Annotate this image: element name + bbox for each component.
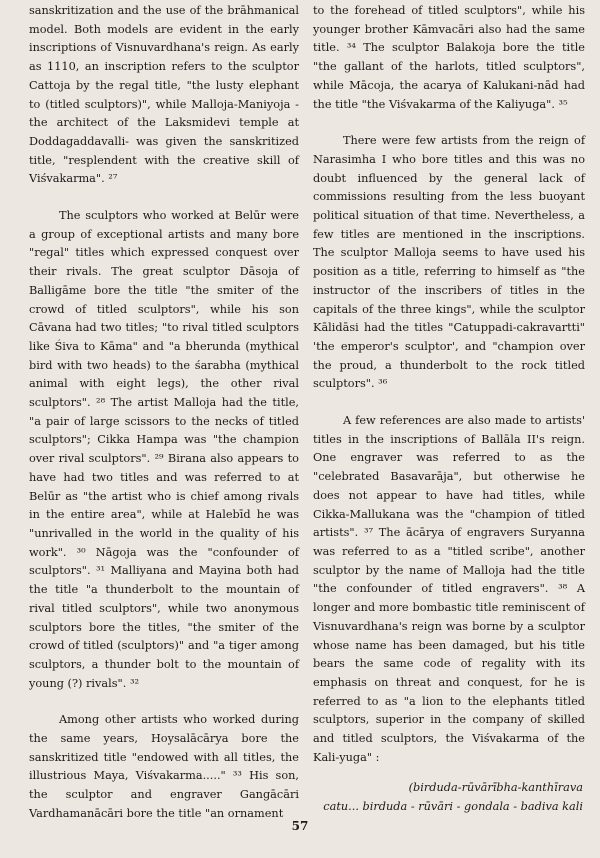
transliteration-quote <box>313 779 585 816</box>
right-paragraph-2: There were few artists from the reign of Narasimha I who bore titles and this was no doubt influenced by the general lack of commissions resulting from the less buoyant political situation of that time. Nevertheless, a few titles are mentioned in the inscriptions. The sculptor Malloja seems to have used his position as a title, referring to himself as "the instructor of the inscribers of titles in the capitals of the three kings", while the sculptor Kālidāsi had the titles "Catuppadi-cakravartti" 'the emperor's sculptor', and "champion over the proud, a thunderbolt to the rock titled sculptors". ³⁶ <box>313 134 585 391</box>
right-paragraph-1: to the forehead of titled sculptors", while his younger brother Kāmvacāri also had the same title. ³⁴ The sculptor Balakoja bore the title "the gallant of the harlots, titled sculptors", while Mācoja, the acarya of Kalukani-nād had the title "the Viśvakarma of the Kaliyuga". ³⁵ <box>313 4 585 111</box>
transliteration-line-1: (birduda-rūvārībha-kanthīrava <box>408 781 583 795</box>
page-number: 57 <box>291 819 309 833</box>
left-paragraph-2: The sculptors who worked at Belūr were a group of exceptional artists and many bore "regal" titles which expressed conquest over their rivals. The great sculptor Dāsoja of Balligāme bore the title "the smiter of the crowd of titled sculptors", while his son Cāvana had two titles; "to rival titled sculptors like Śiva to Kāma" and "a bherunda (mythical bird with two heads) to the śarabha (mythical animal with eight legs), the other rival sculptors". ²⁸ The artist Malloja had the title, "a pair of large scissors to the necks of titled sculptors"; Cikka Hampa was "the champion over rival sculptors". ²⁹ Birana also appears to have had two titles and was referred to at Belūr as "the artist who is chief among rivals in the entire area", while at Halebīd he was "unrivalled in the world in the quality of his work". ³⁰ Nāgoja was the "confounder of sculptors". ³¹ Malliyana and Mayina both had the title "a thunderbolt to the mountain of rival titled sculptors", while two anonymous sculptors bore the titles, "the smiter of the crowd of titled (sculptors)" and "a tiger among sculptors, a thunder bolt to the mountain of young (?) rivals". ³² <box>29 209 299 690</box>
transliteration-line-2: catu... birduda - rūvāri - gondala - badiva kali <box>323 800 583 814</box>
right-paragraph-3: A few references are also made to artists' titles in the inscriptions of Ballāla II's reign. One engraver was referred to as the "celebrated Basavarāja", but otherwise he does not appear to have had titles, while Cikka-Mallukana was the "champion of titled artists". ³⁷ The ācārya of engravers Suryanna was referred to as a "titled scribe", another sculptor by the name of Malloja had the title "the confounder of titled engravers". ³⁸ A longer and more bombastic title reminiscent of Visnuvardhana's reign was borne by a sculptor whose name has been damaged, but his title bears the same code of regality with its emphasis on threat and conquest, for he is referred to as "a lion to the elephants titled sculptors, superior in the company of skilled and titled sculptors, the Viśvakarma of the Kali-yuga" : <box>313 414 585 764</box>
left-paragraph-3: Among other artists who worked during the same years, Hoysalācārya bore the sanskritized title "endowed with all titles, the illustrious Maya, Viśvakarma....." ³³ His son, the sculptor and engraver Gangācāri Vardhamanācāri bore the title "an ornament <box>29 713 299 820</box>
left-paragraph-1: sanskritization and the use of the brāhmanical model. Both models are evident in the early inscriptions of Visnuvardhana's reign. As early as 1110, an inscription refers to the sculptor Cattoja by the regal title, "the lusty elephant to (titled sculptors)", while Malloja-Maniyoja - the architect of the Laksmidevi temple at Doddagaddavalli- was given the sanskritized title, "resplendent with the creative skill of Viśvakarma". ²⁷ <box>29 4 299 186</box>
right-column <box>313 2 585 817</box>
left-column <box>29 2 299 824</box>
